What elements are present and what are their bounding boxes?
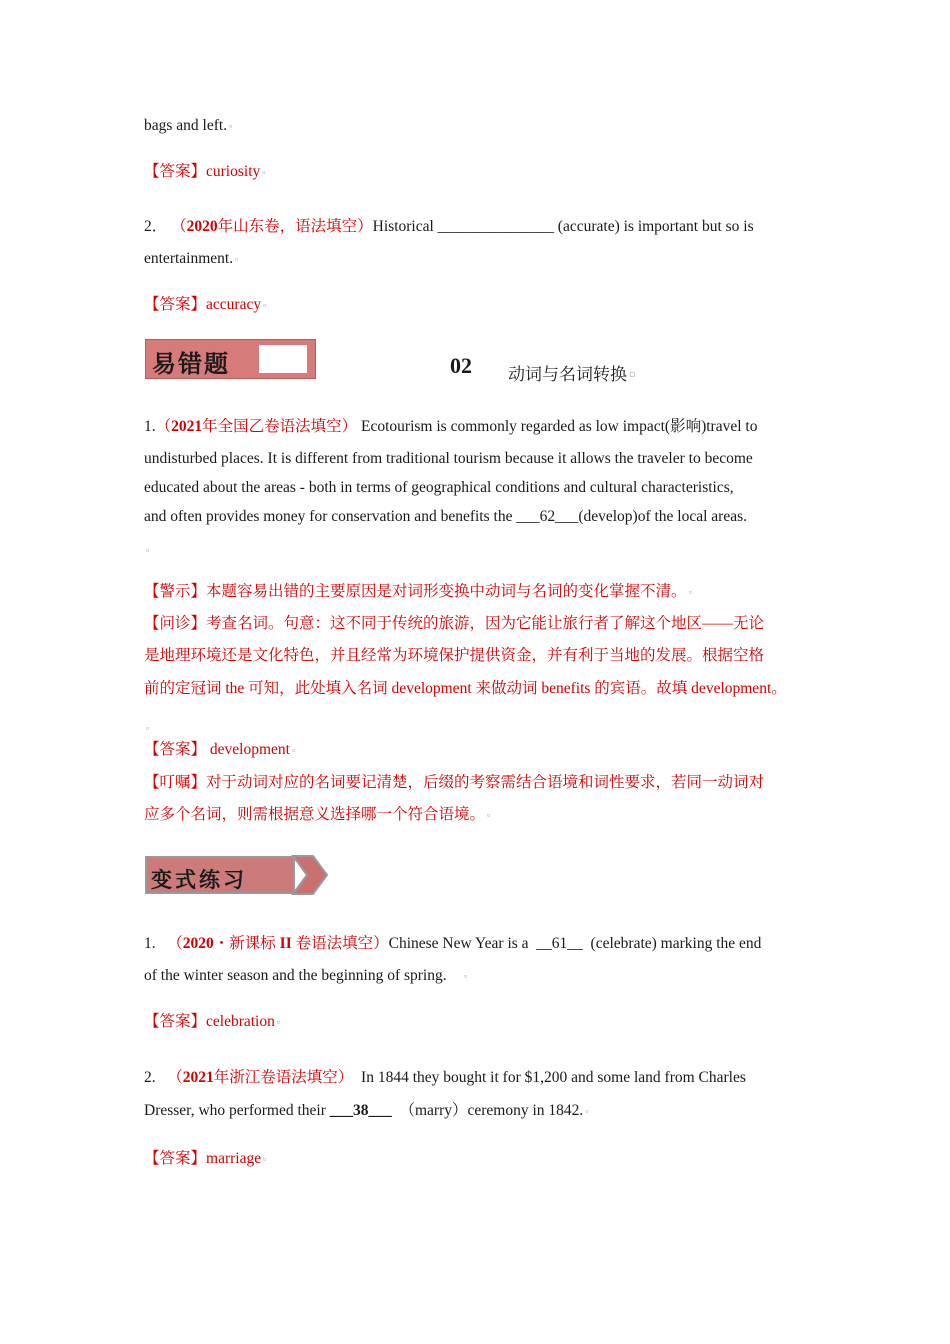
answer-tag: 【答案】 (144, 1150, 207, 1167)
paragraph-mark-icon: ▫ (276, 1017, 281, 1028)
answer-value: marriage (206, 1150, 262, 1167)
section-number: 02 (450, 353, 472, 378)
paragraph-mark-icon: ▫ (263, 1154, 267, 1165)
answer-value: curiosity (206, 163, 261, 180)
diagnosis-line: 是地理环境还是文化特色，并且经常为环境保护提供资金，并有利于当地的发展。根据空格 (144, 647, 765, 664)
question-line: Dresser, who performed their ___38___ （marry）ceremony in 1842. ▫ (144, 1102, 589, 1119)
question-source: （2020・新课标 II 卷语法填空） (167, 935, 389, 952)
question-line: and often provides money for conservation and benefits the ___62___(develop)of the local areas. (144, 508, 748, 525)
diagnosis-line: 【问诊】考查名词。句意：这不同于传统的旅游，因为它能让旅行者了解这个地区——无论 (144, 615, 765, 632)
question-line: entertainment. ▫ (144, 250, 239, 267)
question-number: 1. (144, 935, 156, 952)
error-prone-banner (145, 339, 316, 379)
paragraph-mark-icon: ▫ (585, 1106, 589, 1117)
answer-tag: 【答案】 (144, 1013, 207, 1030)
practice-banner (145, 852, 325, 898)
question-line: educated about the areas - both in terms of geographical conditions and cultural characteristics, (144, 479, 734, 496)
paragraph-mark-icon: ▫ (262, 167, 266, 178)
paragraph-mark-icon: ▫ (229, 121, 233, 132)
text-line: bags and left. ▫ (144, 117, 233, 134)
answer-line (144, 162, 265, 182)
paragraph-mark-icon: ▫ (146, 545, 150, 556)
answer-tag: 【答案】 (144, 163, 207, 180)
question-source: （2021年全国乙卷语法填空） (155, 418, 358, 435)
paragraph-mark-icon: ▫ (263, 300, 267, 311)
question-source: （2020年山东卷，语法填空） (171, 218, 373, 235)
answer-line (144, 740, 295, 760)
question-line: undisturbed places. It is different from traditional tourism because it allows the traveler to become (144, 450, 753, 467)
question-line: of the winter season and the beginning of spring. ▫ (144, 967, 468, 984)
paragraph-mark-icon: ▫ (688, 587, 692, 598)
question-line: 2. （2021年浙江卷语法填空） In 1844 they bought it for $1,200 and some land from Charles (144, 1069, 746, 1086)
section-title: 动词与名词转换 ▫ (508, 365, 636, 385)
question-line: 2． （2020年山东卷，语法填空）Historical _______________ (accurate) is important but so is (144, 218, 754, 235)
tip-line: 应多个名词，则需根据意义选择哪一个符合语境。 ▫ (144, 806, 491, 823)
answer-line (144, 1149, 266, 1169)
question-number: 1. (144, 418, 156, 435)
answer-tag: 【答案】 (144, 741, 207, 758)
empty-paragraph (144, 718, 149, 738)
paragraph-mark-icon: ▫ (235, 254, 239, 265)
empty-paragraph (144, 540, 149, 560)
banner-label: 易错题 (152, 350, 230, 378)
diagnosis-line: 前的定冠词 the 可知，此处填入名词 development 来做动词 benefits 的宾语。故填 development。 (144, 680, 787, 697)
paragraph-mark-icon: ▫ (291, 745, 296, 756)
answer-value: celebration (206, 1013, 275, 1030)
question-line: 1. （2020・新课标 II 卷语法填空）Chinese New Year is a __61__ (celebrate) marking the end (144, 935, 762, 952)
paragraph-mark-icon: ▫ (487, 810, 491, 821)
answer-line (144, 295, 266, 315)
question-number: 2． (144, 218, 168, 235)
question-number: 2. (144, 1069, 156, 1086)
blank: __61__ (536, 935, 583, 952)
banner-body (145, 856, 295, 894)
question-source: （2021年浙江卷语法填空） (167, 1069, 354, 1086)
question-line: 1.（2021年全国乙卷语法填空） Ecotourism is commonly regarded as low impact(影响)travel to (144, 418, 758, 435)
answer-value: development (209, 741, 290, 758)
answer-value: accuracy (206, 296, 262, 313)
tip-line: 【叮嘱】对于动词对应的名词要记清楚，后缀的考察需结合语境和词性要求，若同一动词对 (144, 774, 765, 791)
blank: ___38___ (329, 1102, 392, 1119)
banner-label: 变式练习 (151, 868, 247, 892)
banner-arrow-icon (285, 852, 335, 898)
answer-tag: 【答案】 (144, 296, 207, 313)
warning-line: 【警示】本题容易出错的主要原因是对词形变换中动词与名词的变化掌握不清。 ▫ (144, 583, 692, 600)
paragraph-mark-icon: ▫ (629, 370, 636, 380)
paragraph-mark-icon: ▫ (464, 971, 468, 982)
paragraph-mark-icon: ▫ (146, 723, 150, 734)
banner-box (259, 345, 307, 373)
answer-line (144, 1012, 280, 1032)
